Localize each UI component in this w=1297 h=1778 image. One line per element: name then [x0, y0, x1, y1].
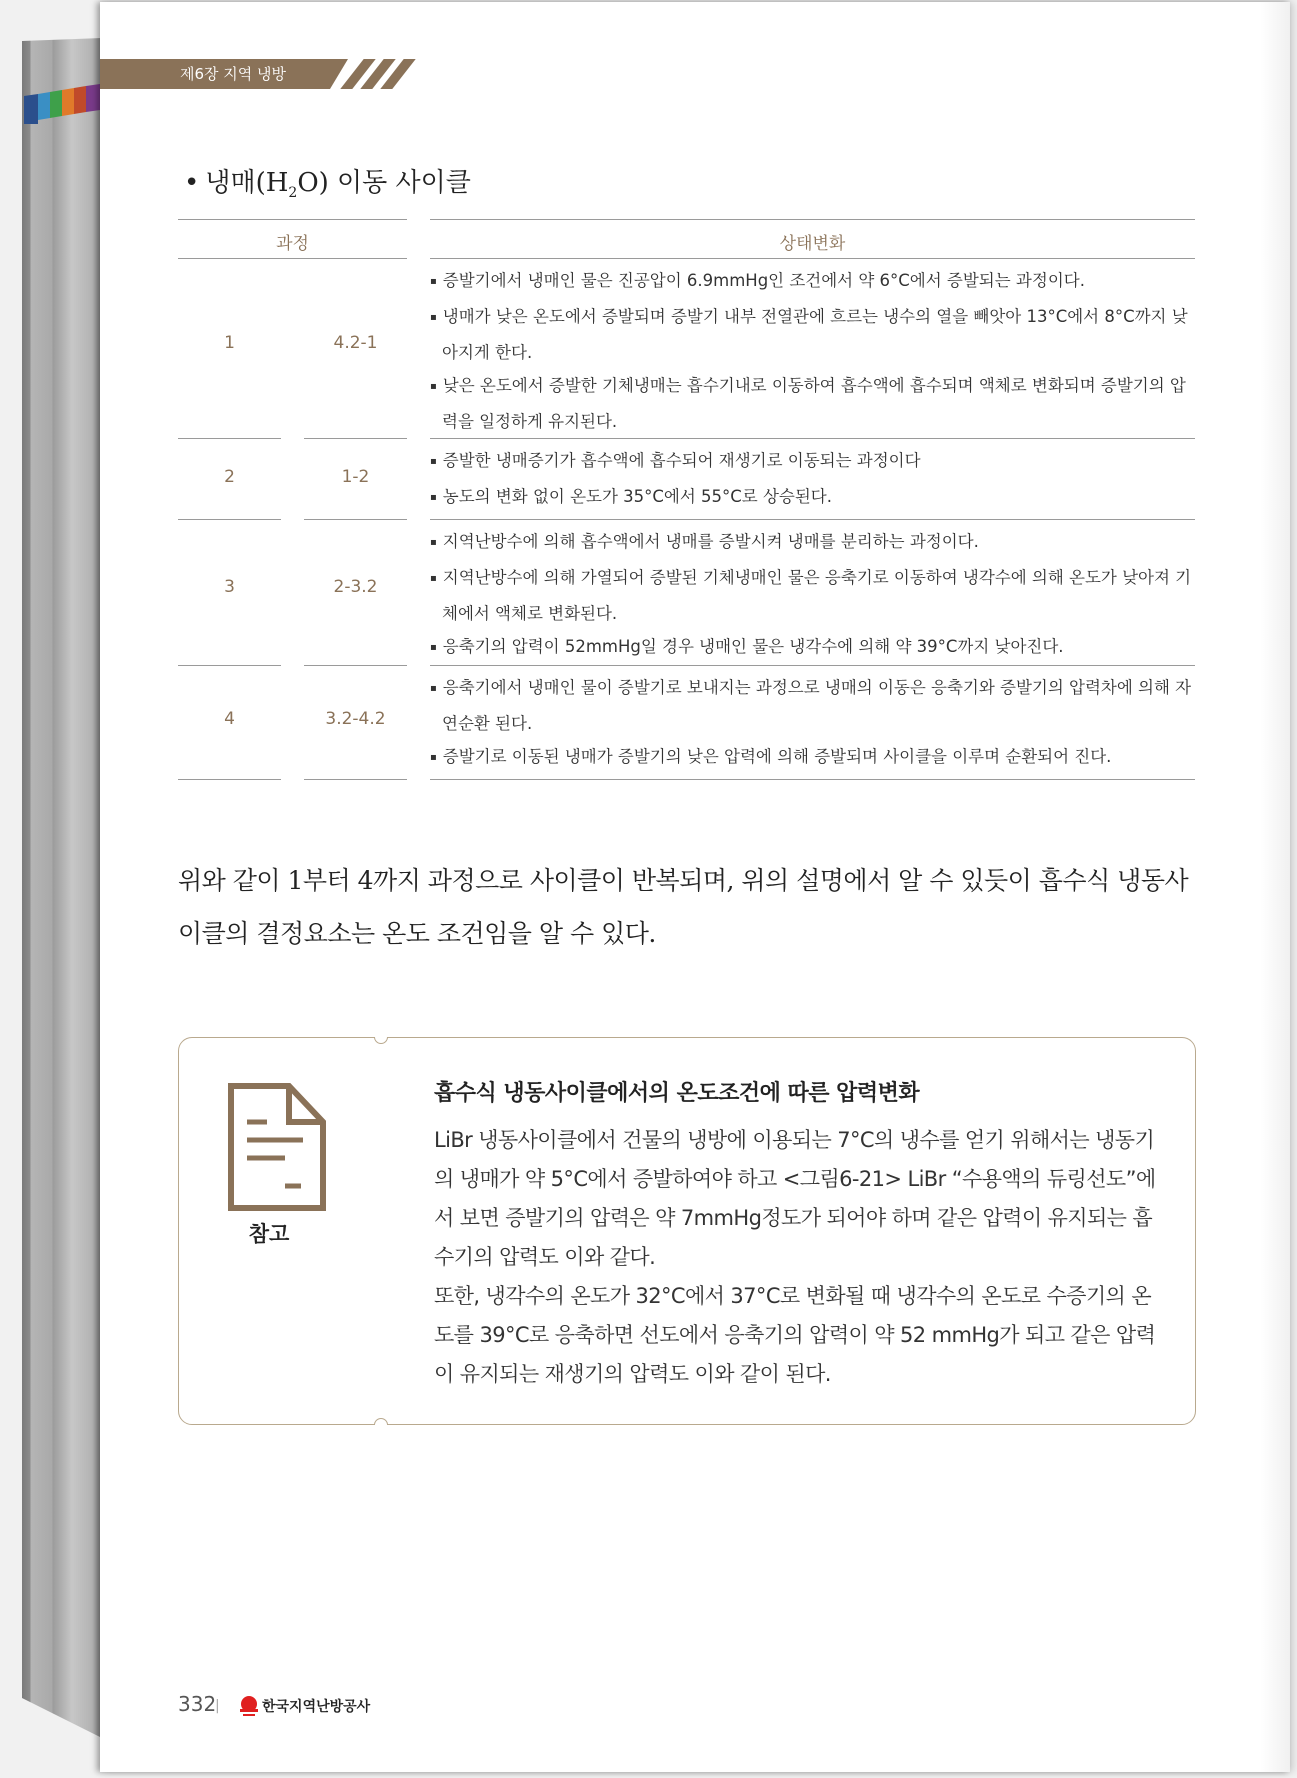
chapter-tabs: [24, 62, 102, 124]
process-range: 3.2-4.2: [325, 709, 386, 729]
process-range: 2-3.2: [333, 577, 378, 597]
title-part: O) 이동 사이클: [297, 168, 471, 198]
desc-item: ▪ 냉매가 낮은 온도에서 증발되며 증발기 내부 전열관에 흐르는 냉수의 열을 빼앗아 13°C에서 8°C까지 낮아지게 한다.: [430, 300, 1200, 369]
process-range: 4.2-1: [333, 333, 378, 353]
table-rule: [178, 219, 407, 220]
note-notch: [374, 1030, 388, 1044]
process-number: 1: [224, 333, 235, 353]
desc-item: ▪ 증발기에서 냉매인 물은 진공압이 6.9mmHg인 조건에서 약 6°C에서 증발되는 과정이다.: [430, 264, 1200, 300]
table-rule: [304, 779, 407, 780]
note-body: [434, 1121, 1164, 1394]
desc-item: ▪ 응축기에서 냉매인 물이 증발기로 보내지는 과정으로 냉매의 이동은 응축기와 증발기의 압력차에 의해 자연순환 된다.: [430, 671, 1200, 740]
note-paragraph: 또한, 냉각수의 온도가 32°C에서 37°C로 변화될 때 냉각수의 온도로 수증기의 온도를 39°C로 응축하면 선도에서 응축기의 압력이 약 52 mmHg가 되고 같은 압력이 유지되는 재생기의 압력도 이와 같이 된다.: [434, 1284, 1156, 1386]
header-state: 상태변화: [779, 234, 846, 254]
chapter-header: 제6장 지역 냉방: [100, 59, 330, 89]
process-number: 3: [224, 577, 235, 597]
bullet: •: [184, 168, 200, 198]
section-title: [184, 162, 471, 201]
footer-separator: |: [215, 1698, 220, 1714]
process-number: 4: [224, 709, 235, 729]
note-notch: [374, 1418, 388, 1432]
desc-item: ▪ 지역난방수에 의해 가열되어 증발된 기체냉매인 물은 응축기로 이동하여 냉각수에 의해 온도가 낮아져 기체에서 액체로 변화된다.: [430, 561, 1200, 630]
desc-item: ▪ 증발기로 이동된 냉매가 증발기의 낮은 압력에 의해 증발되며 사이클을 이루며 순환되어 진다.: [430, 740, 1200, 776]
process-number: 2: [224, 467, 235, 487]
process-range: 1-2: [341, 467, 370, 487]
note-label: 참고: [248, 1222, 290, 1246]
table-row: [178, 520, 1195, 665]
document-icon: [227, 1082, 327, 1212]
desc-item: ▪ 증발한 냉매증기가 흡수액에 흡수되어 재생기로 이동되는 과정이다: [430, 444, 1200, 480]
state-description: [430, 444, 1200, 516]
desc-item: ▪ 지역난방수에 의해 흡수액에서 냉매를 증발시켜 냉매를 분리하는 과정이다.: [430, 525, 1200, 561]
note-title: 흡수식 냉동사이클에서의 온도조건에 따른 압력변화: [434, 1081, 920, 1106]
org-name: 한국지역난방공사: [262, 1699, 371, 1715]
desc-item: ▪ 낮은 온도에서 증발한 기체냉매는 흡수기내로 이동하여 흡수액에 흡수되며 액체로 변화되며 증발기의 압력을 일정하게 유지된다.: [430, 369, 1200, 438]
state-description: [430, 525, 1200, 666]
table-row: [178, 259, 1195, 436]
note-paragraph: LiBr 냉동사이클에서 건물의 냉방에 이용되는 7°C의 냉수를 얻기 위해서는 냉동기의 냉매가 약 5°C에서 증발하여야 하고 <그림6-21> LiBr “수용액의 듀링선도”에서 보면 증발기의 압력은 약 7mmHg정도가 되어야 하며 같은 압력이 유지되는 흡수기의 압력도 이와 같다.: [434, 1128, 1156, 1269]
note-box: [178, 1037, 1196, 1425]
header-process: 과정: [276, 234, 309, 254]
page-shadow: [1260, 2, 1290, 1772]
title-subscript: 2: [288, 185, 298, 202]
table-rule: [178, 779, 281, 780]
logo-icon: [238, 1695, 260, 1717]
state-description: [430, 671, 1200, 776]
title-part: 냉매(H: [205, 168, 289, 198]
state-description: [430, 264, 1200, 438]
page: [100, 2, 1290, 1772]
desc-item: ▪ 응축기의 압력이 52mmHg일 경우 냉매인 물은 냉각수에 의해 약 39°C까지 낮아진다.: [430, 630, 1200, 666]
book-edge: [22, 38, 102, 1738]
table-rule: [430, 779, 1195, 780]
summary-paragraph: 위와 같이 1부터 4까지 과정으로 사이클이 반복되며, 위의 설명에서 알 수 있듯이 흡수식 냉동사이클의 결정요소는 온도 조건임을 알 수 있다.: [178, 866, 1189, 948]
table-row: [178, 666, 1195, 779]
table-rule: [430, 219, 1195, 220]
table-row: [178, 439, 1195, 519]
desc-item: ▪ 농도의 변화 없이 온도가 35°C에서 55°C로 상승된다.: [430, 480, 1200, 516]
page-number: 332: [178, 1692, 217, 1716]
